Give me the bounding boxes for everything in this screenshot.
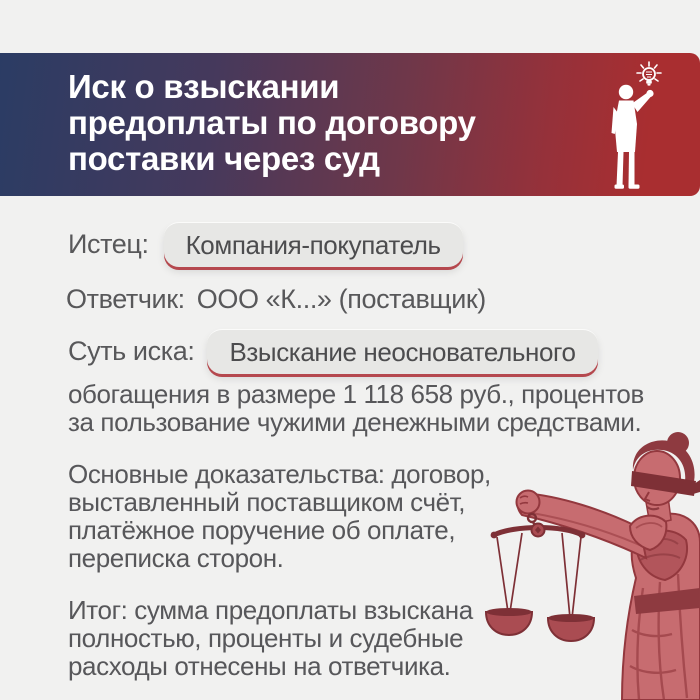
- page-title: [68, 69, 476, 177]
- title-line-1: Иск о взыскании: [68, 68, 340, 105]
- claim-value-badge: Взыскание неосновательного: [207, 329, 597, 374]
- result-line: Итог: сумма предоплаты взыскана: [68, 595, 473, 625]
- businessman-idea-icon: [596, 61, 668, 193]
- evidence-line: переписка сторон.: [68, 543, 284, 573]
- result-paragraph: [68, 596, 473, 680]
- result-line: расходы отнесены на ответчика.: [68, 651, 451, 681]
- claim-label: Суть иска:: [68, 335, 195, 366]
- title-line-2: предоплаты по договору: [68, 104, 476, 141]
- header-banner: [0, 53, 700, 196]
- evidence-line: платёжное поручение об оплате,: [68, 515, 456, 545]
- defendant-value: ООО «К...» (поставщик): [196, 283, 486, 314]
- evidence-line: выставленный поставщиком счёт,: [68, 487, 466, 517]
- title-line-3: поставки через суд: [68, 140, 380, 177]
- plaintiff-row: [68, 221, 463, 267]
- claim-continuation-line: обогащения в размере 1 118 658 руб., процентов: [68, 379, 644, 409]
- result-line: полностью, проценты и судебные: [68, 623, 464, 653]
- plaintiff-value-badge: Компания-покупатель: [164, 222, 463, 267]
- defendant-label: Ответчик:: [66, 283, 185, 314]
- plaintiff-label: Истец:: [68, 228, 149, 259]
- lady-justice-illustration: [470, 430, 700, 700]
- evidence-paragraph: [68, 460, 491, 572]
- claim-continuation-paragraph: [68, 380, 644, 436]
- defendant-row: [66, 283, 486, 315]
- claim-row: [68, 327, 598, 375]
- evidence-line: Основные доказательства: договор,: [68, 459, 491, 489]
- claim-continuation-line: за пользование чужими денежными средствами.: [68, 407, 642, 437]
